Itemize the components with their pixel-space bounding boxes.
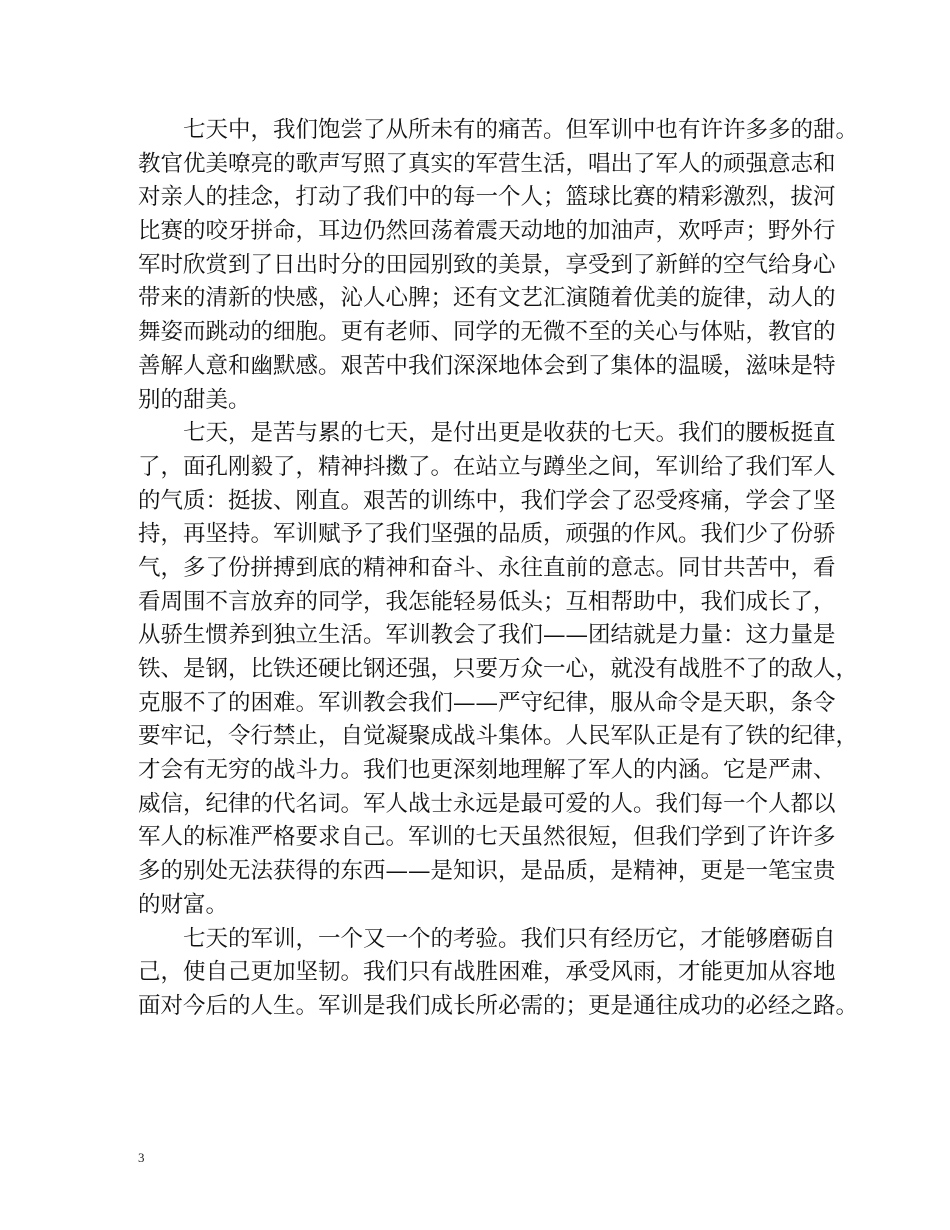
paragraph-1-line-9: 别的甜美。 — [138, 386, 251, 413]
paragraph-2-line-6: 看周围不言放弃的同学，我怎能轻易低头；互相帮助中，我们成长了， — [138, 588, 836, 615]
paragraph-2-line-4: 持，再坚持。军训赋予了我们坚强的品质，顽强的作风。我们少了份骄 — [138, 521, 836, 548]
body-text — [138, 114, 858, 1024]
paragraph-3-line-3: 面对今后的人生。军训是我们成长所必需的；更是通往成功的必经之路。 — [138, 992, 859, 1019]
paragraph-2-line-1: 七天，是苦与累的七天，是付出更是收获的七天。我们的腰板挺直 — [183, 420, 836, 447]
paragraph-2-line-13: 军人的标准严格要求自己。军训的七天虽然很短，但我们学到了许许多 — [138, 824, 836, 851]
paragraph-2-line-2: 了，面孔刚毅了，精神抖擞了。在站立与蹲坐之间，军训给了我们军人 — [138, 453, 836, 480]
paragraph-1-line-5: 军时欣赏到了日出时分的田园别致的美景，享受到了新鲜的空气给身心 — [138, 251, 836, 278]
paragraph-1-line-7: 舞姿而跳动的细胞。更有老师、同学的无微不至的关心与体贴，教官的 — [138, 319, 836, 346]
paragraph-1-line-3: 对亲人的挂念，打动了我们中的每一个人；篮球比赛的精彩激烈，拔河 — [138, 184, 836, 211]
paragraph-1-line-1: 七天中，我们饱尝了从所未有的痛苦。但军训中也有许许多多的甜。 — [183, 117, 859, 143]
paragraph-2-line-11: 才会有无穷的战斗力。我们也更深刻地理解了军人的内涵。它是严肃、 — [138, 757, 836, 784]
paragraph-2-line-12: 威信，纪律的代名词。军人战士永远是最可爱的人。我们每一个人都以 — [138, 790, 836, 817]
paragraph-2-line-7: 从骄生惯养到独立生活。军训教会了我们——团结就是力量：这力量是 — [138, 622, 836, 649]
paragraph-2-line-3: 的气质：挺拔、刚直。艰苦的训练中，我们学会了忍受疼痛，学会了坚 — [138, 487, 836, 514]
paragraph-2-line-8: 铁、是钢，比铁还硬比钢还强，只要万众一心，就没有战胜不了的敌人， — [138, 656, 859, 682]
paragraph-1-line-4: 比赛的咬牙拼命，耳边仍然回荡着震天动地的加油声，欢呼声；野外行 — [138, 218, 836, 245]
paragraph-1-line-2: 教官优美嘹亮的歌声写照了真实的军营生活，唱出了军人的顽强意志和 — [138, 150, 836, 177]
paragraph-1-line-8: 善解人意和幽默感。艰苦中我们深深地体会到了集体的温暖，滋味是特 — [138, 352, 836, 379]
paragraph-3-line-2: 己，使自己更加坚韧。我们只有战胜困难，承受风雨，才能更加从容地 — [138, 959, 836, 986]
paragraph-2-line-14: 多的别处无法获得的东西——是知识，是品质，是精神，更是一笔宝贵 — [138, 858, 836, 885]
paragraph-1-line-6: 带来的清新的快感，沁人心脾；还有文艺汇演随着优美的旋律，动人的 — [138, 285, 836, 312]
paragraph-2-line-9: 克服不了的困难。军训教会我们——严守纪律，服从命令是天职，条令 — [138, 689, 836, 716]
paragraph-3-line-1: 七天的军训，一个又一个的考验。我们只有经历它，才能够磨砺自 — [183, 925, 836, 952]
paragraph-2-line-5: 气，多了份拼搏到底的精神和奋斗、永往直前的意志。同甘共苦中，看 — [138, 554, 836, 581]
paragraph-2-line-10: 要牢记，令行禁止，自觉凝聚成战斗集体。人民军队正是有了铁的纪律， — [138, 723, 859, 750]
page-number: 3 — [138, 1150, 145, 1165]
paragraph-2-line-15: 的财富。 — [138, 891, 229, 918]
